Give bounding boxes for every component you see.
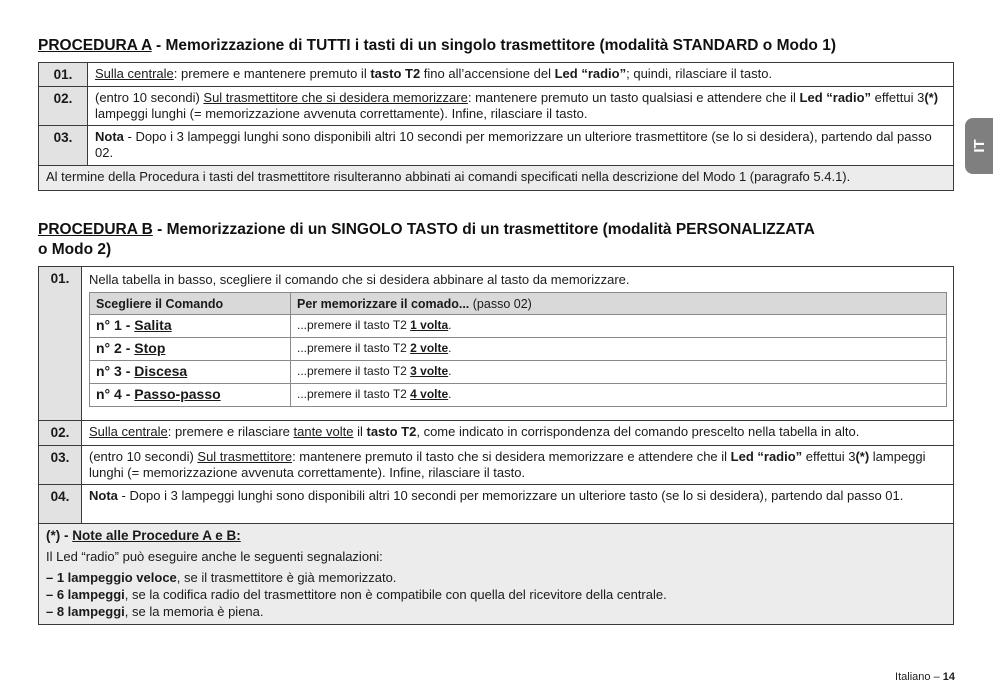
notes-intro: Il Led “radio” può eseguire anche le seguenti segnalazioni:	[46, 549, 383, 564]
step-text: Nota - Dopo i 3 lampeggi lunghi sono disponibili altri 10 secondi per memorizzare un ulteriore tasto (se lo si desidera), partendo dal passo 01.	[82, 485, 954, 524]
command-action: ...premere il tasto T2 1 volta.	[291, 315, 947, 338]
step-text: Sulla centrale: premere e rilasciare tante volte il tasto T2, come indicato in corrispondenza del comando prescelto nella tabella in alto.	[82, 421, 954, 446]
command-action: ...premere il tasto T2 4 volte.	[291, 384, 947, 407]
procedure-b-step-row	[39, 267, 954, 421]
notes-item: – 8 lampeggi, se la memoria è piena.	[46, 604, 264, 619]
step-text: (entro 10 secondi) Sul trasmettitore: mantenere premuto il tasto che si desidera memorizzare e attendere che il Led “radio” effettui 3(*) lampeggi lunghi (= memorizzazione avvenuta correttamente). Infine, rilasciare il tasto.	[82, 446, 954, 485]
command-row	[90, 361, 947, 384]
procedure-b-step-row	[39, 485, 954, 524]
command-action: ...premere il tasto T2 3 volte.	[291, 361, 947, 384]
procedure-b-title-label: PROCEDURA B	[38, 221, 153, 238]
command-row	[90, 315, 947, 338]
language-tab-label: IT	[970, 139, 988, 153]
procedure-notes	[39, 524, 954, 625]
command-name: n° 4 - Passo-passo	[90, 384, 291, 407]
command-row	[90, 384, 947, 407]
command-table-header	[90, 293, 947, 315]
procedure-a-footer-row	[39, 166, 954, 191]
procedure-b-step-row	[39, 446, 954, 485]
step-text: Sulla centrale: premere e mantenere premuto il tasto T2 fino all’accensione del Led “radio”; quindi, rilasciare il tasto.	[88, 63, 954, 87]
command-column-header: Scegliere il Comando	[90, 293, 291, 315]
procedure-a-heading	[38, 36, 836, 56]
procedure-b-step-row	[39, 421, 954, 446]
step-number: 02.	[39, 87, 88, 126]
procedure-a-step-row	[39, 126, 954, 166]
procedure-a-step-row	[39, 87, 954, 126]
command-name: n° 2 - Stop	[90, 338, 291, 361]
step-number: 02.	[39, 421, 82, 446]
step-text: (entro 10 secondi) Sul trasmettitore che si desidera memorizzare: mantenere premuto un tasto qualsiasi e attendere che il Led “radio” effettui 3(*) lampeggi lunghi (= memorizzazione avvenuta correttamente). Infine, rilasciare il tasto.	[88, 87, 954, 126]
step-number: 01.	[39, 63, 88, 87]
page-footer	[895, 671, 955, 683]
procedure-a-title-text: - Memorizzazione di TUTTI i tasti di un singolo trasmettitore (modalità STANDARD o Modo 1)	[151, 37, 836, 54]
notes-title: (*) - Note alle Procedure A e B:	[46, 528, 241, 543]
notes-item: – 6 lampeggi, se la codifica radio del trasmettitore non è compatibile con quella del ricevitore della centrale.	[46, 587, 667, 602]
procedure-b-title-line2: o Modo 2)	[38, 241, 112, 258]
procedure-a-footer-note: Al termine della Procedura i tasti del trasmettitore risulteranno abbinati ai comandi specificati nella descrizione del Modo 1 (paragrafo 5.4.1).	[39, 166, 954, 191]
notes-row	[39, 524, 954, 625]
procedure-b-heading	[38, 220, 815, 260]
procedure-b-table	[38, 266, 954, 625]
step-text: Nota - Dopo i 3 lampeggi lunghi sono disponibili altri 10 secondi per memorizzare un ulteriore trasmettitore (se lo si desidera), partendo dal passo 02.	[88, 126, 954, 166]
procedure-a-step-row	[39, 63, 954, 87]
command-table	[89, 292, 947, 407]
notes-item: – 1 lampeggio veloce, se il trasmettitore è già memorizzato.	[46, 570, 397, 585]
language-tab	[965, 118, 993, 174]
step-number: 03.	[39, 446, 82, 485]
procedure-a-table	[38, 62, 954, 191]
step-text	[82, 267, 954, 421]
procedure-b-title-text: - Memorizzazione di un SINGOLO TASTO di un trasmettitore (modalità PERSONALIZZATA	[152, 221, 815, 238]
step-number: 03.	[39, 126, 88, 166]
page-number: 14	[942, 671, 955, 683]
footer-language: Italiano –	[895, 671, 943, 683]
command-name: n° 1 - Salita	[90, 315, 291, 338]
action-column-header: Per memorizzare il comado... (passo 02)	[291, 293, 947, 315]
command-name: n° 3 - Discesa	[90, 361, 291, 384]
step-number: 01.	[39, 267, 82, 421]
step-1-instruction: Nella tabella in basso, scegliere il comando che si desidera abbinare al tasto da memorizzare.	[89, 272, 630, 287]
command-action: ...premere il tasto T2 2 volte.	[291, 338, 947, 361]
command-row	[90, 338, 947, 361]
procedure-a-title-label: PROCEDURA A	[38, 37, 152, 54]
step-number: 04.	[39, 485, 82, 524]
